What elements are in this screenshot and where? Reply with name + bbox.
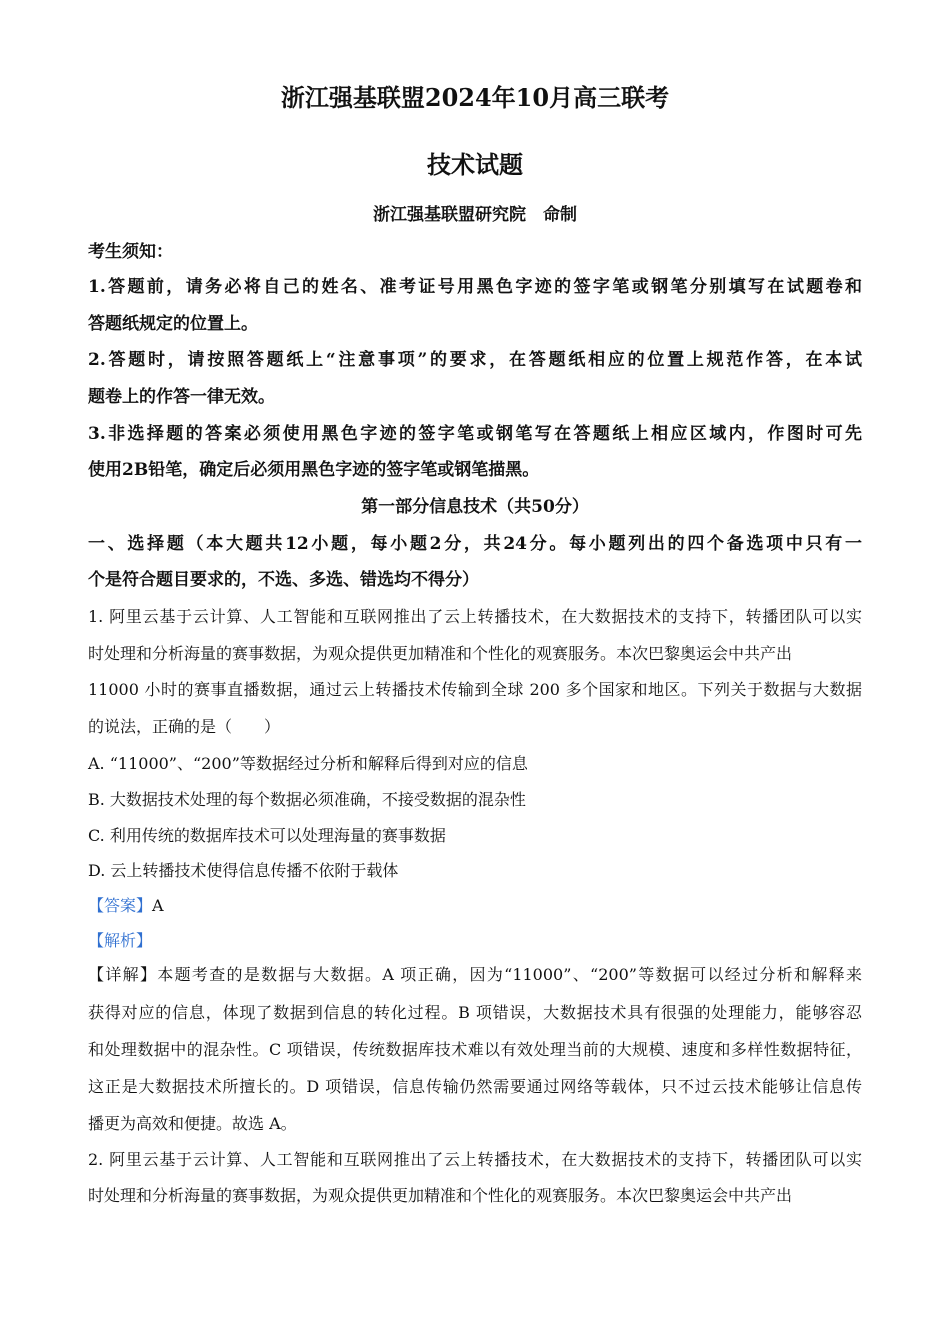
option-b: B. 大数据技术处理的每个数据必须准确，不接受数据的混杂性 <box>88 790 526 809</box>
analysis-label: 【解析】 <box>88 931 153 950</box>
question-2-stem: 时处理和分析海量的赛事数据，为观众提供更加精准和个性化的观赛服务。本次巴黎奥运会中共产出 <box>88 1186 793 1205</box>
question-1-stem: 的说法，正确的是（ ） <box>88 717 281 736</box>
detail-line: 【详解】本题考查的是数据与大数据。A 项正确，因为“11000”、“200”等数据可以经过分析和解释来 <box>88 965 862 984</box>
answer-label: 【答案】 <box>88 896 153 915</box>
question-1-stem: 11000 小时的赛事直播数据，通过云上转播技术传输到全球 200 多个国家和地区。下列关于数据与大数据 <box>88 680 862 699</box>
question-1-stem: 1. 阿里云基于云计算、人工智能和互联网推出了云上转播技术，在大数据技术的支持下，转播团队可以实 <box>88 607 862 626</box>
answer-line <box>88 898 862 914</box>
answer-value: A <box>152 896 164 915</box>
section-heading: 一、选择题（本大题共12小题，每小题2分，共24分。每小题列出的四个备选项中只有一 <box>88 534 862 554</box>
detail-line: 获得对应的信息，体现了数据到信息的转化过程。B 项错误，大数据技术具有很强的处理能力，能够容忍 <box>88 1003 862 1022</box>
option-a: A. “11000”、“200”等数据经过分析和解释后得到对应的信息 <box>88 754 528 773</box>
detail-line: 这正是大数据技术所擅长的。D 项错误，信息传输仍然需要通过网络等载体，只不过云技术能够让信息传 <box>88 1077 862 1096</box>
notice-line: 3.非选择题的答案必须使用黑色字迹的签字笔或钢笔写在答题纸上相应区域内，作图时可先 <box>88 424 862 444</box>
notice-line: 使用2B铅笔，确定后必须用黑色字迹的签字笔或钢笔描黑。 <box>88 460 540 480</box>
exam-subtitle: 技术试题 <box>427 150 523 179</box>
detail-line: 和处理数据中的混杂性。C 项错误，传统数据库技术难以有效处理当前的大规模、速度和多样性数据特征， <box>88 1040 862 1059</box>
question-1-stem: 时处理和分析海量的赛事数据，为观众提供更加精准和个性化的观赛服务。本次巴黎奥运会中共产出 <box>88 644 793 663</box>
option-c: C. 利用传统的数据库技术可以处理海量的赛事数据 <box>88 826 446 845</box>
notice-heading: 考生须知： <box>88 242 173 262</box>
notice-line: 答题纸规定的位置上。 <box>88 314 258 334</box>
notice-line: 题卷上的作答一律无效。 <box>88 387 275 407</box>
notice-line: 1.答题前，请务必将自己的姓名、准考证号用黑色字迹的签字笔或钢笔分别填写在试题卷和 <box>88 277 862 297</box>
part-title: 第一部分信息技术（共50分） <box>361 497 589 517</box>
notice-line: 2.答题时，请按照答题纸上“注意事项”的要求，在答题纸相应的位置上规范作答，在本试 <box>88 350 862 370</box>
detail-line: 播更为高效和便捷。故选 A。 <box>88 1114 297 1133</box>
exam-author: 浙江强基联盟研究院 命制 <box>373 205 577 225</box>
question-2-stem: 2. 阿里云基于云计算、人工智能和互联网推出了云上转播技术，在大数据技术的支持下，转播团队可以实 <box>88 1150 862 1169</box>
exam-title: 浙江强基联盟2024年10月高三联考 <box>280 83 670 112</box>
option-d: D. 云上转播技术使得信息传播不依附于载体 <box>88 861 399 880</box>
section-heading: 个是符合题目要求的，不选、多选、错选均不得分） <box>88 570 479 590</box>
